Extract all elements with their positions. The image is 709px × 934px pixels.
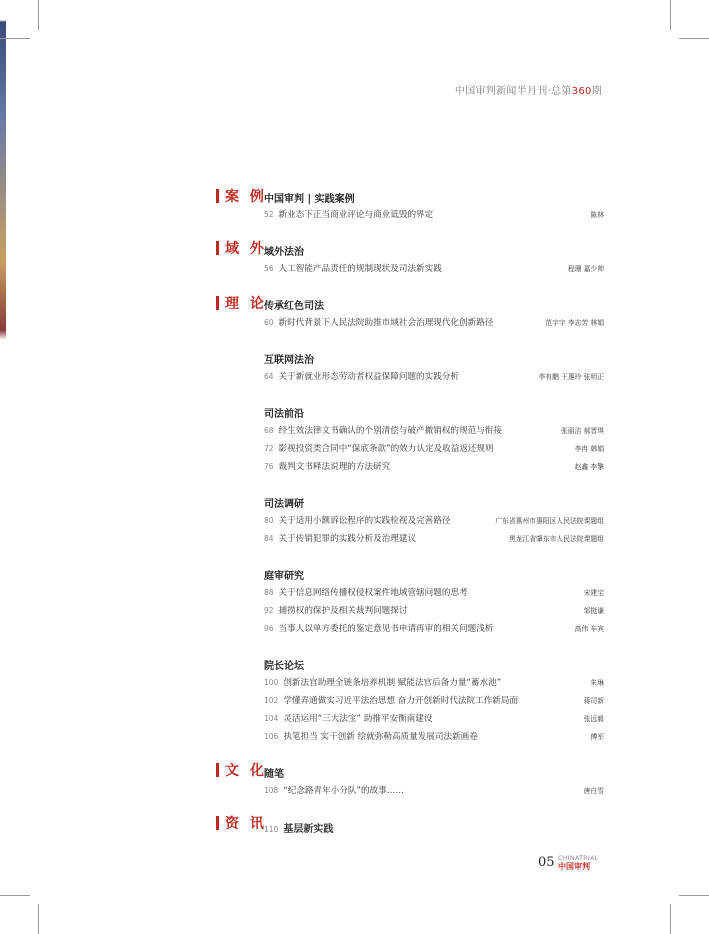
article-title: 灵活运用“三大法宝” 助推平安衡南建设	[283, 714, 433, 724]
header-text: 中国审判新闻半月刊·总第	[454, 86, 572, 97]
page-number-footer: 05	[538, 855, 555, 870]
section-tag-news: 资 讯	[216, 813, 267, 833]
article-author: 李冉 韩娟	[574, 445, 604, 453]
article-title: 关于信息网络传播权侵权案件地域管辖问题的思考	[278, 588, 468, 598]
crop-mark	[670, 904, 671, 934]
column-title: 院长论坛	[264, 661, 304, 672]
header-suffix: 期	[591, 86, 602, 97]
article-title: 人工智能产品责任的规制现状及司法新实践	[278, 264, 442, 274]
page-number: 92	[264, 606, 274, 615]
toc-entry[interactable]	[264, 712, 604, 726]
article-title: 捕捞权的保护及相关裁判问题探讨	[278, 606, 408, 616]
article-title: 当事人以单方委托的鉴定意见书申请再审的相关问题浅析	[278, 624, 494, 634]
page-number: 60	[264, 318, 274, 327]
logo-chinese: 中国审判	[558, 862, 590, 871]
article-author: 张丽洁 郝晋琪	[561, 427, 604, 435]
toc-entry[interactable]	[264, 784, 604, 798]
column-title: 随笔	[264, 769, 284, 780]
page-number: 104	[264, 714, 279, 723]
section-tag-cases: 案 例	[216, 186, 267, 206]
section-tag-culture: 文 化	[216, 760, 267, 780]
page-number: 56	[264, 264, 274, 273]
article-author: 赵鑫 李擎	[574, 463, 604, 471]
page-number: 84	[264, 534, 274, 543]
toc-entry[interactable]	[264, 514, 604, 528]
crop-mark	[0, 38, 30, 39]
toc-entry[interactable]	[264, 622, 604, 636]
toc-entry[interactable]	[264, 208, 604, 222]
column-title: 域外法治	[264, 247, 304, 258]
page-number: 96	[264, 624, 274, 633]
toc-entry[interactable]	[264, 316, 604, 330]
page-number: 106	[264, 732, 279, 741]
page-number: 88	[264, 588, 274, 597]
article-author: 范宇宇 李志芳 林娟	[545, 319, 604, 327]
magazine-logo	[558, 855, 618, 871]
article-author: 张远毅	[583, 715, 604, 723]
crop-mark	[679, 38, 709, 39]
page-number: 76	[264, 462, 274, 471]
toc-entry[interactable]	[264, 820, 604, 834]
article-title: 执笔担当 实干创新 绘就弥勒高质量发展司法新画卷	[283, 732, 478, 742]
article-author: 高伟 车宾	[574, 625, 604, 633]
article-title: 关于新就业形态劳动者权益保障问题的实践分析	[278, 372, 460, 382]
article-title: 关于传销犯罪的实践分析及治理建议	[278, 534, 417, 544]
page-number: 108	[264, 786, 279, 795]
article-title: 创新法官助理全链条培养机制 赋能法官后备力量“蓄水池”	[283, 678, 502, 688]
article-author: 邹挺谦	[583, 607, 604, 615]
page-number: 80	[264, 516, 274, 525]
toc-entry[interactable]	[264, 586, 604, 600]
article-author: 唐白雪	[583, 787, 604, 795]
logo-english: CHINATRIAL	[558, 855, 599, 862]
cover-edge-strip	[0, 0, 6, 934]
toc-entry[interactable]	[264, 532, 604, 546]
page-number: 110	[264, 825, 279, 834]
article-author: 蒋司新	[583, 697, 604, 705]
crop-mark	[679, 895, 709, 896]
column-title: 庭审研究	[264, 571, 304, 582]
toc-entry[interactable]	[264, 370, 604, 384]
article-title: 基层新实践	[283, 824, 334, 835]
issue-number: 360	[571, 86, 592, 97]
article-title: 经生效法律文书确认的个别清偿与破产撤销权的规范与衔接	[278, 426, 502, 436]
column-title: 司法调研	[264, 499, 304, 510]
article-title: 新时代背景下人民法院助推市域社会治理现代化创新路径	[278, 318, 494, 328]
crop-mark	[0, 895, 30, 896]
column-title: 中国审判 | 实践案例	[264, 194, 355, 205]
article-author: 李有鹏 王惠玲 张明正	[538, 373, 604, 381]
column-title: 传承红色司法	[264, 301, 324, 312]
toc-entry[interactable]	[264, 676, 604, 690]
crop-mark	[38, 0, 39, 30]
article-author: 程珊 嘉少帅	[567, 265, 604, 273]
article-title: 裁判文书释法说理的方法研究	[278, 462, 391, 472]
article-author: 朱琳	[590, 679, 604, 687]
article-title: “纪念路青年小分队”的故事……	[283, 786, 404, 796]
page-number: 100	[264, 678, 279, 687]
toc-entry[interactable]	[264, 460, 604, 474]
article-author: 宋建宝	[583, 589, 604, 597]
crop-mark	[38, 904, 39, 934]
article-title: 影视投资类合同中“保底条款”的效力认定及收益返还规则	[278, 444, 494, 454]
article-author: 傅军	[590, 733, 604, 741]
page-number: 64	[264, 372, 274, 381]
column-title: 互联网法治	[264, 355, 314, 366]
page-number: 102	[264, 696, 279, 705]
page-number: 52	[264, 210, 274, 219]
toc-entry[interactable]	[264, 604, 604, 618]
page-number: 72	[264, 444, 274, 453]
section-tag-theory: 理 论	[216, 293, 267, 313]
section-tag-foreign: 域 外	[216, 238, 267, 258]
toc-entry[interactable]	[264, 442, 604, 456]
column-title: 司法前沿	[264, 409, 304, 420]
page-number: 68	[264, 426, 274, 435]
article-author: 黑龙江省肇东市人民法院课题组	[508, 535, 604, 543]
toc-entry[interactable]	[264, 262, 604, 276]
crop-mark	[670, 0, 671, 30]
article-title: 学懂弄通做实习近平法治思想 奋力开创新时代法院工作新局面	[283, 696, 519, 706]
toc-entry[interactable]	[264, 694, 604, 708]
article-author: 陈林	[590, 211, 604, 219]
toc-entry[interactable]	[264, 424, 604, 438]
article-title: 关于适用小额诉讼程序的实践检视及完善路径	[278, 516, 451, 526]
toc-entry[interactable]	[264, 730, 604, 744]
running-header	[455, 82, 602, 97]
article-title: 新业态下正当商业评论与商业诋毁的界定	[278, 210, 434, 220]
article-author: 广东省惠州市惠阳区人民法院课题组	[495, 517, 604, 525]
